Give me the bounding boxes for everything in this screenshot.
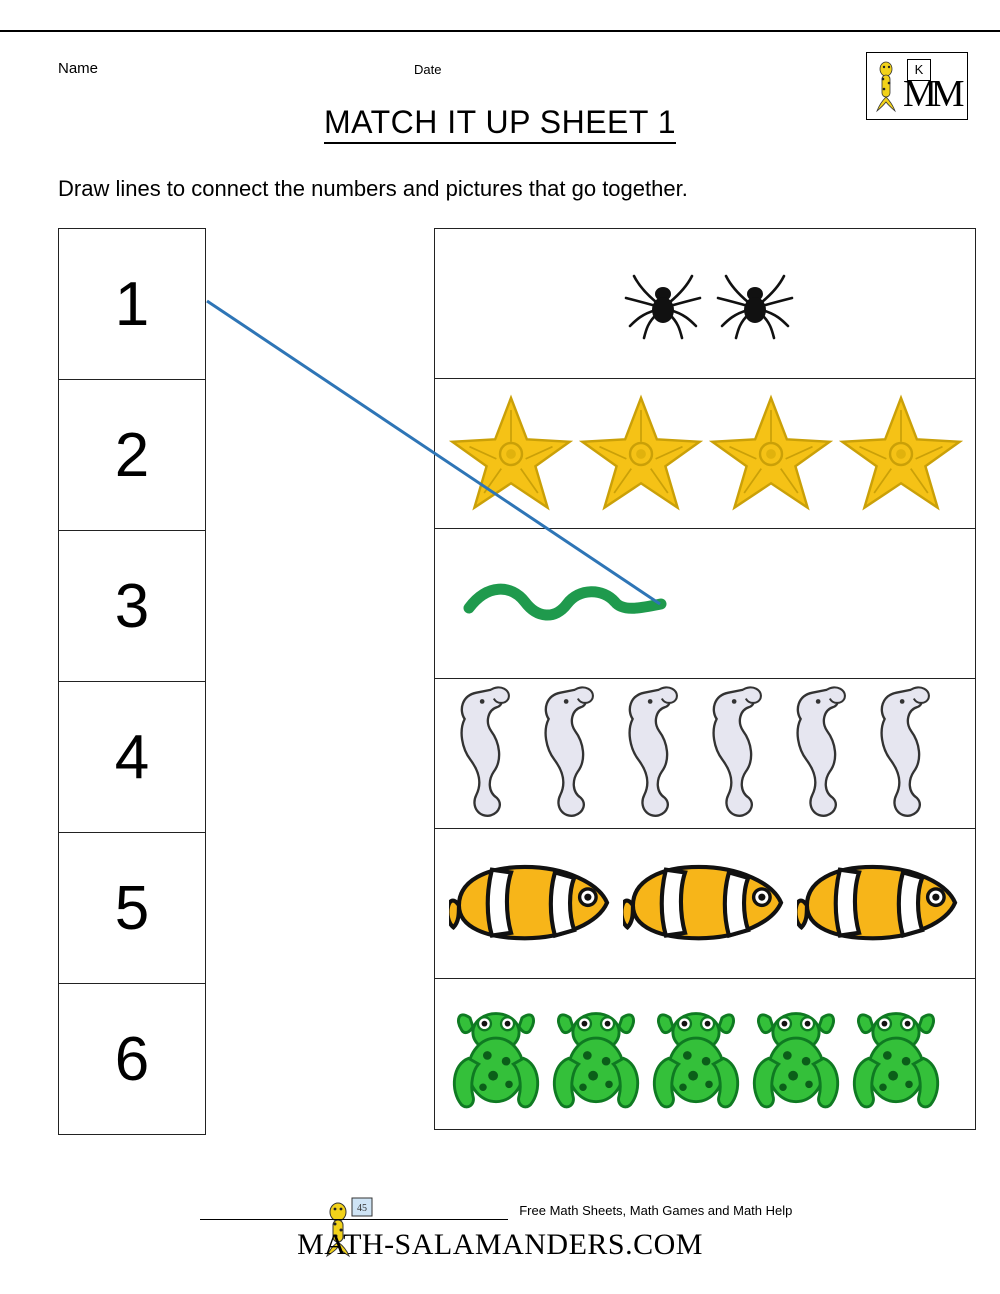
number-cell[interactable]: 6	[114, 1024, 150, 1094]
picture-cell-snake[interactable]	[435, 529, 975, 679]
clownfish-icon	[449, 856, 617, 952]
spider-icon	[712, 264, 798, 344]
frog-icon	[649, 989, 743, 1119]
starfish-icon	[449, 393, 573, 515]
top-divider	[0, 30, 1000, 32]
frog-icon	[449, 989, 543, 1119]
spider-icon	[620, 264, 706, 344]
page-title-text: MATCH IT UP SHEET 1	[324, 104, 676, 144]
picture-cell-seahorses[interactable]	[435, 679, 975, 829]
snake-icon	[463, 578, 671, 630]
starfish-icon	[579, 393, 703, 515]
footer-url: MATH-SALAMANDERS.COM	[297, 1228, 703, 1261]
seahorse-icon	[449, 681, 527, 827]
svg-text:45: 45	[357, 1203, 367, 1214]
numbers-column	[58, 228, 206, 1135]
grade-letter: K	[907, 59, 931, 81]
frog-icon	[549, 989, 643, 1119]
footer-rule-left	[200, 1219, 508, 1220]
footer-tagline-row	[0, 1203, 1000, 1220]
date-field-label: Date	[414, 62, 442, 77]
frog-icon	[849, 989, 943, 1119]
pictures-column	[434, 228, 976, 1130]
number-cell[interactable]: 3	[59, 531, 205, 682]
instructions-text: Draw lines to connect the numbers and pictures that go together.	[58, 176, 688, 201]
seahorse-icon	[533, 681, 611, 827]
frog-icon	[749, 989, 843, 1119]
page-title	[0, 104, 1000, 141]
clownfish-icon	[797, 856, 965, 952]
picture-cell-frogs[interactable]	[435, 979, 975, 1129]
picture-cell-clownfish[interactable]	[435, 829, 975, 979]
number-cell[interactable]: 2	[59, 380, 205, 531]
clownfish-icon	[623, 856, 791, 952]
seahorse-icon	[869, 681, 947, 827]
seahorse-icon	[785, 681, 863, 827]
number-cell[interactable]: 1	[59, 229, 205, 380]
seahorse-icon	[617, 681, 695, 827]
picture-cell-spiders[interactable]	[435, 229, 975, 379]
logo-mark: MM	[903, 73, 959, 115]
number-cell[interactable]: 4	[59, 682, 205, 833]
number-cell[interactable]: 5	[59, 833, 205, 984]
starfish-icon	[839, 393, 963, 515]
footer-tagline: Free Math Sheets, Math Games and Math Help	[519, 1203, 793, 1218]
name-field-label: Name	[58, 60, 99, 77]
picture-cell-starfish[interactable]	[435, 379, 975, 529]
seahorse-icon	[701, 681, 779, 827]
starfish-icon	[709, 393, 833, 515]
